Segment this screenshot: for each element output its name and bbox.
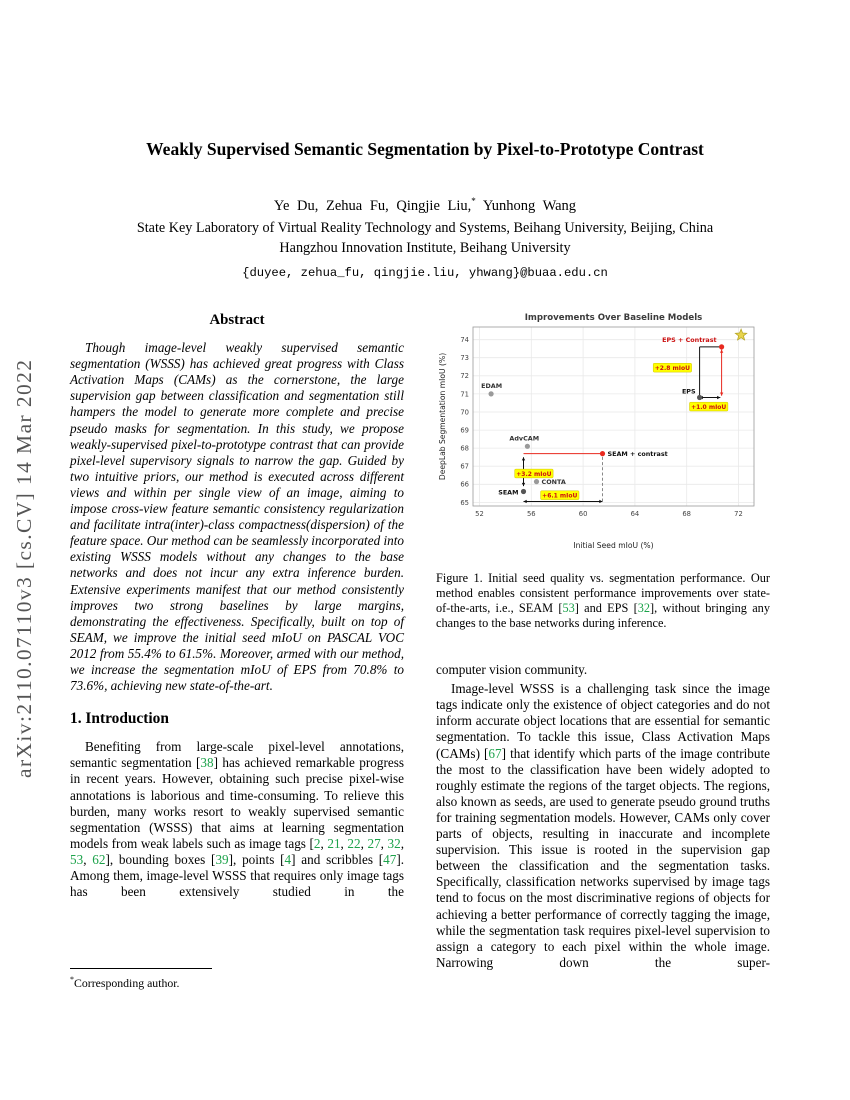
- svg-text:Improvements Over Baseline Mod: Improvements Over Baseline Models: [524, 313, 703, 323]
- footnote: [70, 968, 404, 991]
- introduction-paragraph: Benefiting from large-scale pixel-level annotations, semantic segmentation [38] has achieved remarkable progress in recent years. However, obtaining such precise pixel-wise annotations is laborious and time-consuming. To relieve this burden, many works resort to weakly supervised semantic segmentation (WSSS) that aims at learning segmentation models from weak labels such as image tags [2, 21, 22, 27, 32, 53, 62], bounding boxes [39], points [4] and scribbles [47]. Among them, image-level WSSS that requires only image tags has been extensively studied in the: [70, 739, 405, 900]
- svg-text:SEAM + contrast: SEAM + contrast: [607, 450, 668, 459]
- svg-text:74: 74: [460, 336, 469, 345]
- footnote-marker: *: [70, 975, 74, 984]
- paper-title: Weakly Supervised Semantic Segmentation by Pixel-to-Prototype Contrast: [146, 139, 704, 159]
- svg-text:71: 71: [460, 390, 469, 399]
- section-heading-introduction: 1. Introduction: [70, 710, 169, 728]
- corresponding-author-mark: *: [471, 196, 476, 206]
- svg-text:67: 67: [460, 462, 469, 471]
- authors-names-rest: Yunhong Wang: [475, 197, 577, 214]
- svg-text:CONTA: CONTA: [541, 478, 566, 487]
- svg-text:SEAM: SEAM: [498, 488, 519, 497]
- affiliation-line-2: Hangzhou Innovation Institute, Beihang University: [279, 239, 571, 256]
- affiliation-line-1: State Key Laboratory of Virtual Reality Technology and Systems, Beihang University, Beijing, China: [136, 219, 714, 236]
- svg-text:52: 52: [475, 510, 484, 518]
- abstract-text: Though image-level weakly supervised semantic segmentation (WSSS) has achieved great progress with Class Activation Maps (CAMs) as the cornerstone, the large supervision gap between classification and segmentation still hampers the model to generate more complete and precise pseudo masks for segmentation. In this study, we propose weakly-supervised pixel-to-prototype contrast that can provide pixel-level supervisory signals to narrow the gap. Guided by two intuitive priors, our method is executed across different views and within per single view of an image, aiming to impose cross-view feature semantic consistency regularization and facilitate intra(inter)-class compactness(dispersion) of the feature space. Our method can be seamlessly incorporated into existing WSSS models without any changes to the base networks and does not incur any extra inference burden. Extensive experiments manifest that our method consistently improves two strong baselines by large margins, demonstrating the effectiveness. Specifically, built on top of SEAM, we improve the initial seed mIoU on PASCAL VOC 2012 from 55.4% to 61.5%. Moreover, armed with our method, we increase the segmentation mIoU of EPS from 70.8% to 73.6%, achieving new state-of-the-art.: [70, 340, 404, 694]
- svg-text:69: 69: [460, 426, 469, 435]
- arxiv-watermark: arXiv:2110.07110v3 [cs.CV] 14 Mar 2022: [12, 358, 36, 778]
- svg-text:70: 70: [460, 408, 469, 417]
- footnote-text: [70, 975, 404, 991]
- left-column: [70, 302, 404, 900]
- footnote-label: Corresponding author.: [74, 975, 180, 990]
- svg-text:56: 56: [526, 510, 536, 518]
- svg-text:72: 72: [460, 372, 469, 381]
- svg-text:+3.2 mIoU: +3.2 mIoU: [516, 470, 552, 478]
- svg-text:60: 60: [578, 510, 588, 518]
- body-paragraph-continuation: computer vision community.: [436, 662, 588, 678]
- svg-text:73: 73: [460, 354, 469, 363]
- svg-text:Initial Seed mIoU (%): Initial Seed mIoU (%): [573, 541, 654, 550]
- body-paragraph: Image-level WSSS is a challenging task since the image tags indicate only the existence of object categories and do not inform accurate object locations that are essential for semantic segmentation. To tackle this issue, Class Activation Maps (CAMs) [67] that identify which parts of the image contribute the most to the classification have been widely adopted to roughly estimate the regions of the target objects. The regions, also known as seeds, are used to generate pseudo ground truths for training segmentation models. However, CAMs only cover parts of objects, resulting in inaccurate and incomplete supervision. This issue is rooted in the supervision gap between the classification and the segmentation tasks. Specifically, classification networks supervised by image tags tend to focus on the most discriminative regions of objects for achieving a better performance of correctly tagging the image, while the segmentation task requires pixel-level supervision to assign a category to each pixel within the whole image. Narrowing down the super-: [436, 681, 770, 970]
- svg-text:EDAM: EDAM: [481, 381, 503, 390]
- svg-text:+1.0 mIoU: +1.0 mIoU: [691, 403, 727, 411]
- svg-text:DeepLab Segmentation mIoU (%): DeepLab Segmentation mIoU (%): [438, 352, 447, 481]
- svg-text:66: 66: [460, 480, 469, 489]
- svg-text:EPS: EPS: [681, 387, 696, 396]
- svg-text:65: 65: [460, 498, 469, 507]
- footnote-rule: [70, 968, 212, 969]
- authors-line: [0, 196, 850, 215]
- svg-text:68: 68: [460, 444, 469, 453]
- figure1-chart: [436, 310, 770, 556]
- svg-text:+6.1 mIoU: +6.1 mIoU: [542, 492, 578, 500]
- svg-text:+2.8 mIoU: +2.8 mIoU: [654, 365, 691, 372]
- authors-names: Ye Du, Zehua Fu, Qingjie Liu,: [273, 197, 472, 214]
- author-emails: {duyee, zehua_fu, qingjie.liu, yhwang}@buaa.edu.cn: [242, 265, 608, 280]
- abstract-heading: Abstract: [209, 312, 265, 328]
- figure1-caption: Figure 1. Initial seed quality vs. segmentation performance. Our method enables consistent performance improvements over state-of-the-arts, i.e., SEAM [53] and EPS [32], without bringing any changes to the base networks during inference.: [436, 571, 770, 631]
- svg-text:64: 64: [630, 510, 640, 518]
- right-column: [436, 302, 770, 971]
- svg-text:68: 68: [682, 510, 692, 518]
- svg-text:AdvCAM: AdvCAM: [509, 434, 540, 443]
- svg-text:EPS + Contrast: EPS + Contrast: [662, 335, 717, 344]
- paper-header: [0, 139, 850, 280]
- svg-text:72: 72: [734, 510, 743, 518]
